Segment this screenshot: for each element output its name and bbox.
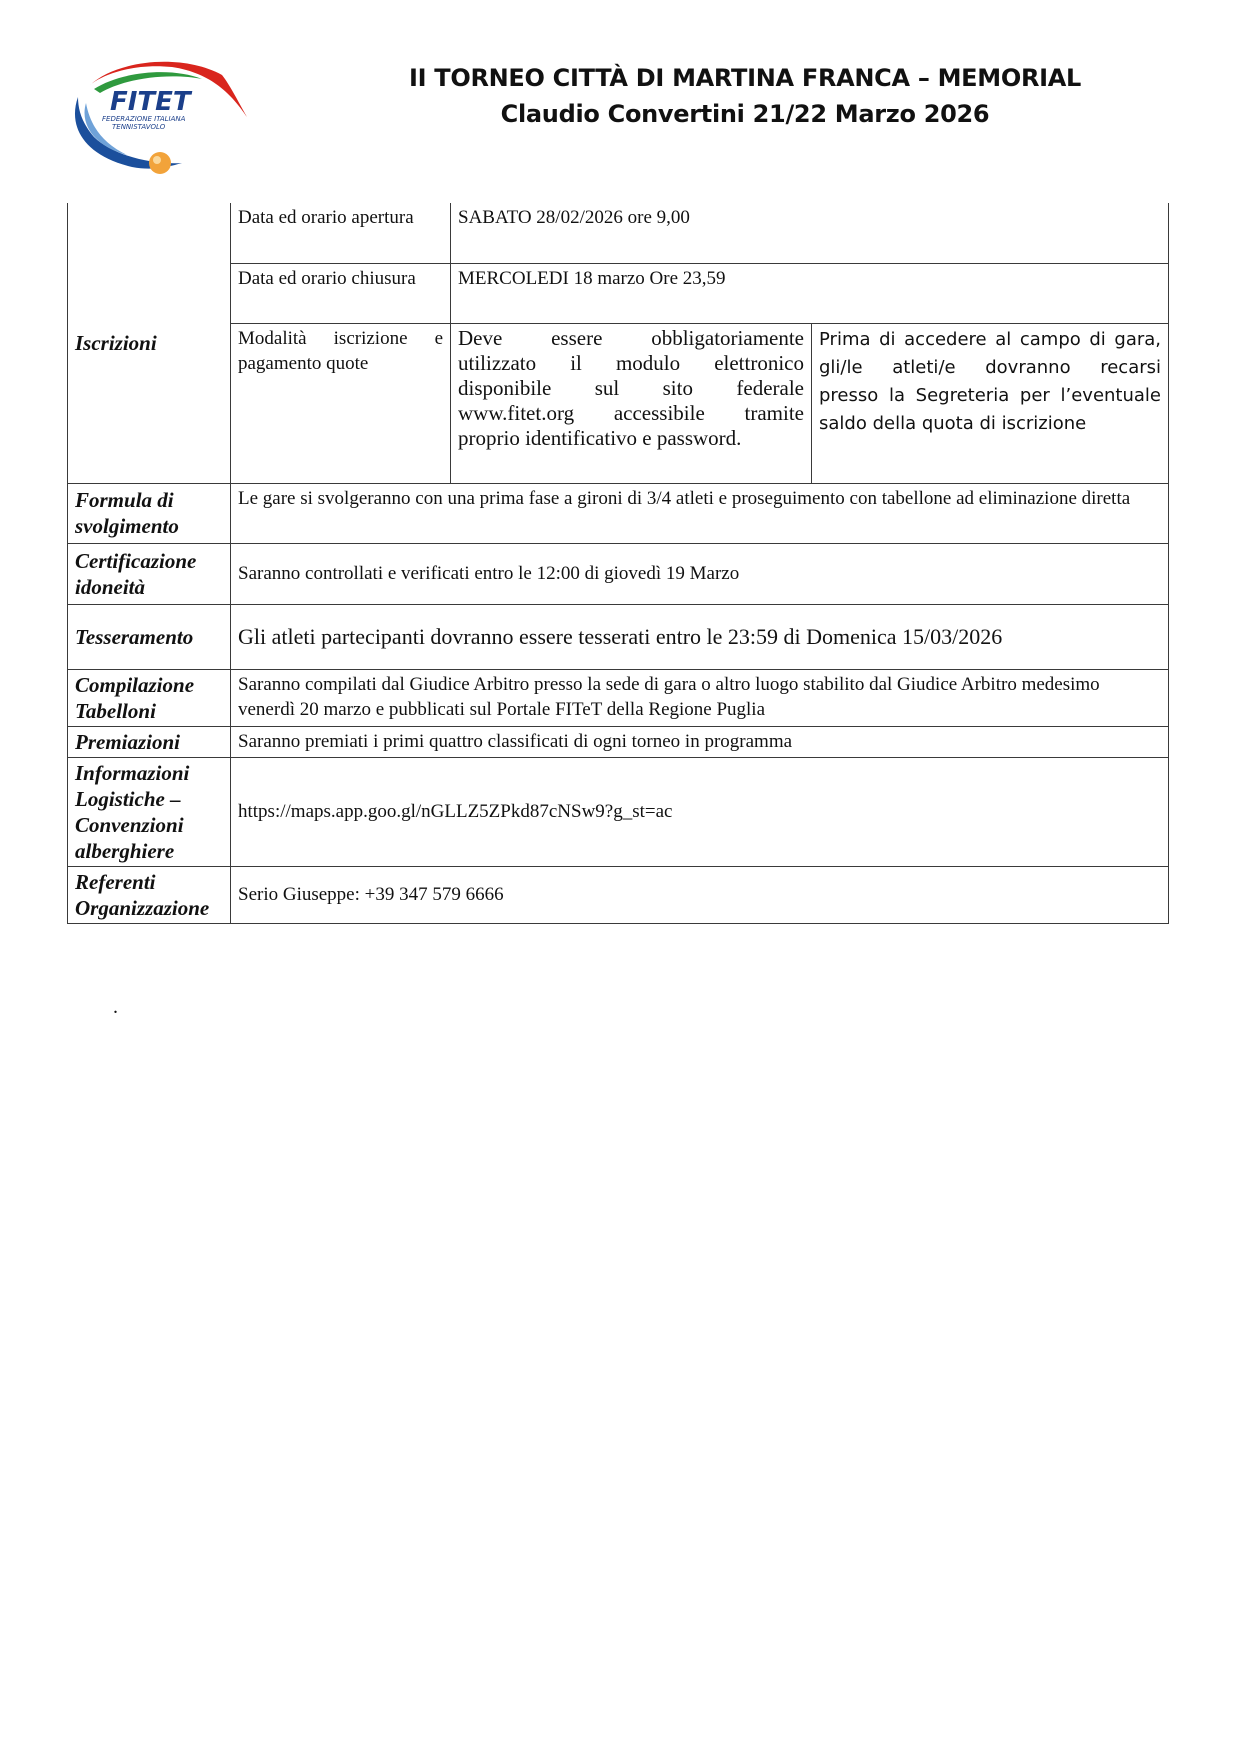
value-formula: Le gare si svolgeranno con una prima fase a gironi di 3/4 atleti e proseguimento con tabellone ad eliminazione diretta <box>231 483 1169 543</box>
label-certificazione <box>68 543 231 604</box>
maps-link[interactable]: https://maps.app.goo.gl/nGLLZ5ZPkd87cNSw9?g_st=ac <box>238 801 673 822</box>
logo-subtitle-2: TENNISTAVOLO <box>112 123 166 131</box>
value-chiusura: MERCOLEDI 18 marzo Ore 23,59 <box>451 263 1169 323</box>
label-formula <box>68 483 231 543</box>
label-informazioni-line-4: alberghiere <box>75 838 175 863</box>
value-modalita <box>451 323 812 483</box>
title-line-2: Claudio Convertini 21/22 Marzo 2026 <box>500 100 990 128</box>
modalita-line-5: proprio identificativo e password. <box>458 425 742 450</box>
value-note-segreteria <box>812 323 1169 483</box>
label-modalita-line-2: pagamento quote <box>238 352 369 374</box>
row-informazioni <box>68 757 1169 866</box>
value-referenti: Serio Giuseppe: +39 347 579 6666 <box>231 866 1169 923</box>
label-compilazione-line-2: Tabelloni <box>75 698 156 723</box>
title-line-1: II TORNEO CITTÀ DI MARTINA FRANCA – MEMORIAL <box>408 64 1082 92</box>
value-apertura: SABATO 28/02/2026 ore 9,00 <box>451 203 1169 263</box>
label-referenti-line-1: Referenti <box>75 869 156 894</box>
footer-dot: . <box>113 996 118 1018</box>
label-certificazione-line-2: idoneità <box>75 574 146 599</box>
label-informazioni-line-2: Logistiche – <box>75 786 181 811</box>
row-modalita <box>68 323 1169 483</box>
label-premiazioni: Premiazioni <box>68 726 231 757</box>
tournament-info-table <box>67 203 1169 924</box>
label-compilazione-line-1: Compilazione <box>75 672 195 697</box>
value-tesseramento: Gli atleti partecipanti dovranno essere tesserati entro le 23:59 di Domenica 15/03/2026 <box>231 604 1169 669</box>
label-modalita <box>231 323 451 483</box>
label-informazioni-line-3: Convenzioni <box>75 812 184 837</box>
row-certificazione <box>68 543 1169 604</box>
label-iscrizioni: Iscrizioni <box>68 203 231 483</box>
row-compilazione <box>68 669 1169 726</box>
note-line-4: saldo della quota di iscrizione <box>819 412 1087 434</box>
value-compilazione: Saranno compilati dal Giudice Arbitro presso la sede di gara o altro luogo stabilito dal Giudice Arbitro medesimo venerdì 20 marzo e pubblicati sul Portale FITeT della Regione Puglia <box>231 669 1169 726</box>
note-line-2: gli/le atleti/e dovranno recarsi <box>819 356 1162 378</box>
label-formula-line-1: Formula di <box>75 488 174 512</box>
value-certificazione: Saranno controllati e verificati entro le 12:00 di giovedì 19 Marzo <box>231 543 1169 604</box>
note-line-1: Prima di accedere al campo di gara, <box>819 328 1162 350</box>
modalita-line-1: Deve essere obbligatoriamente <box>458 325 804 350</box>
label-informazioni <box>68 757 231 866</box>
label-referenti <box>68 866 231 923</box>
page-title <box>360 60 1130 132</box>
label-chiusura: Data ed orario chiusura <box>231 263 451 323</box>
modalita-line-3: disponibile sul sito federale <box>458 375 804 400</box>
label-apertura: Data ed orario apertura <box>231 203 451 263</box>
row-tesseramento <box>68 604 1169 669</box>
label-certificazione-line-1: Certificazione <box>75 548 197 573</box>
fitet-logo <box>72 55 247 175</box>
label-tesseramento: Tesseramento <box>68 604 231 669</box>
logo-subtitle-1: FEDERAZIONE ITALIANA <box>102 115 186 123</box>
label-informazioni-line-1: Informazioni <box>75 760 190 785</box>
value-premiazioni: Saranno premiati i primi quattro classificati di ogni torneo in programma <box>231 726 1169 757</box>
note-line-3: presso la Segreteria per l’eventuale <box>819 384 1162 406</box>
value-informazioni <box>231 757 1169 866</box>
row-premiazioni <box>68 726 1169 757</box>
modalita-line-2: utilizzato il modulo elettronico <box>458 350 804 375</box>
logo-text: FITET <box>110 87 191 117</box>
label-modalita-line-1: Modalità iscrizione e <box>238 327 443 349</box>
modalita-line-4-website: www.fitet.org accessibile tramite <box>458 400 804 425</box>
label-compilazione <box>68 669 231 726</box>
row-referenti <box>68 866 1169 923</box>
row-chiusura <box>68 263 1169 323</box>
label-formula-line-2: svolgimento <box>75 514 179 538</box>
row-formula <box>68 483 1169 543</box>
row-apertura <box>68 203 1169 263</box>
label-referenti-line-2: Organizzazione <box>75 895 210 920</box>
